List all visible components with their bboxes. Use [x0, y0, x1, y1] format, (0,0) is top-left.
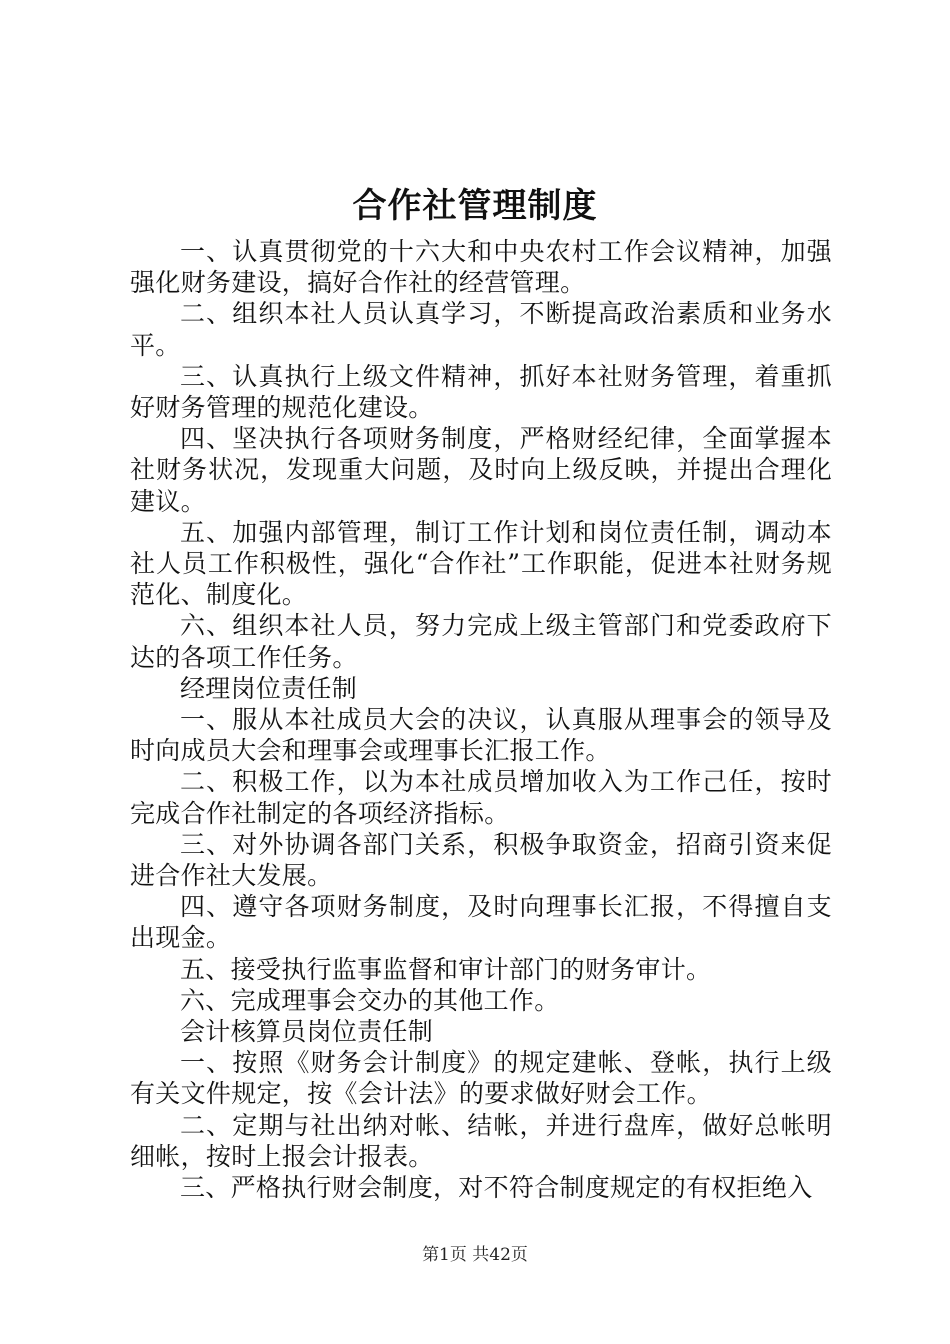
paragraph-15: 三、严格执行财会制度，对不符合制度规定的有权拒绝入: [180, 1173, 813, 1203]
paragraph-10: 四、遵守各项财务制度，及时向理事长汇报，不得擅自支出现金。: [130, 892, 832, 953]
page-number-label: 第1页 共42页: [422, 1245, 528, 1265]
paragraph-13: 一、按照《财务会计制度》的规定建帐、登帐，执行上级有关文件规定，按《会计法》的要求做好财会工作。: [130, 1048, 832, 1109]
paragraph-14: 二、定期与社出纳对帐、结帐，并进行盘库，做好总帐明细帐，按时上报会计报表。: [130, 1110, 832, 1171]
paragraph-1: 一、认真贯彻党的十六大和中央农村工作会议精神，加强强化财务建设，搞好合作社的经营管理。: [130, 237, 832, 298]
paragraph-6: 六、组织本社人员，努力完成上级主管部门和党委政府下达的各项工作任务。: [130, 611, 832, 672]
paragraph-12: 六、完成理事会交办的其他工作。: [180, 985, 560, 1015]
paragraph-4: 四、坚决执行各项财务制度，严格财经纪律，全面掌握本社财务状况，发现重大问题，及时向上级反映，并提出合理化建议。: [130, 424, 832, 516]
paragraph-9: 三、对外协调各部门关系，积极争取资金，招商引资来促进合作社大发展。: [130, 829, 832, 891]
paragraph-2: 二、组织本社人员认真学习，不断提高政治素质和业务水平。: [130, 299, 832, 360]
section-heading-manager: 经理岗位责任制: [180, 673, 358, 703]
paragraph-5: 五、加强内部管理，制订工作计划和岗位责任制，调动本社人员工作积极性，强化“合作社”工作职能，促进本社财务规范化、制度化。: [130, 517, 832, 610]
paragraph-7: 一、服从本社成员大会的决议，认真服从理事会的领导及时向成员大会和理事会或理事长汇报工作。: [130, 705, 832, 766]
paragraph-8: 二、积极工作，以为本社成员增加收入为工作己任，按时完成合作社制定的各项经济指标。: [130, 767, 832, 828]
paragraph-11: 五、接受执行监事监督和审计部门的财务审计。: [180, 954, 712, 984]
document-title: 合作社管理制度: [352, 186, 598, 226]
paragraph-3: 三、认真执行上级文件精神，抓好本社财务管理，着重抓好财务管理的规范化建设。: [130, 361, 832, 423]
section-heading-accountant: 会计核算员岗位责任制: [180, 1017, 434, 1047]
page-footer: [0, 1244, 950, 1266]
document-body: [130, 236, 832, 1203]
